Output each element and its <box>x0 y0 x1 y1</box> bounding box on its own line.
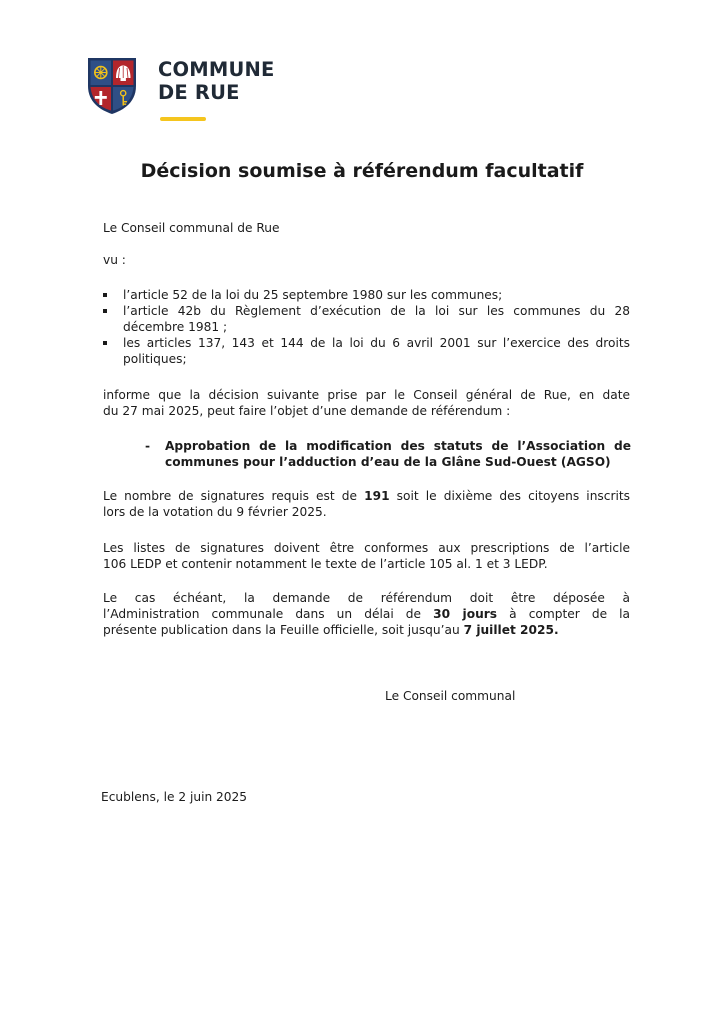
list-item <box>103 335 630 367</box>
decision-subject-line2: communes pour l’adduction d’eau de la Glâne Sud-Ouest (AGSO) <box>165 455 611 469</box>
bullet-square-icon <box>103 293 107 297</box>
delai-paragraph <box>103 590 630 638</box>
signoff: Le Conseil communal <box>385 689 516 703</box>
signatures-line2: lors de la votation du 9 février 2025. <box>103 505 327 519</box>
organization-name-line1: COMMUNE <box>158 58 275 81</box>
intro-text: Le Conseil communal de Rue <box>103 221 280 235</box>
vu-paragraph <box>103 252 630 268</box>
intro-paragraph <box>103 220 630 236</box>
decision-subject <box>145 438 631 470</box>
letterhead <box>86 56 346 126</box>
place-and-date: Ecublens, le 2 juin 2025 <box>101 790 248 804</box>
list-item-line: l’article 52 de la loi du 25 septembre 1980 sur les communes; <box>123 288 503 302</box>
informe-line1: informe que la décision suivante prise par le Conseil général de Rue, en date <box>103 388 630 402</box>
signatures-paragraph <box>103 488 630 520</box>
organization-name-line2: DE RUE <box>158 81 240 104</box>
informe-paragraph <box>103 387 630 419</box>
list-item-line: politiques; <box>123 352 187 366</box>
vu-text: vu : <box>103 253 126 267</box>
listes-paragraph <box>103 540 630 572</box>
list-item-line: l’article 42b du Règlement d’exécution de la loi sur les communes du 28 <box>123 304 630 318</box>
listes-line2: 106 LEDP et contenir notamment le texte de l’article 105 al. 1 et 3 LEDP. <box>103 557 548 571</box>
bullet-square-icon <box>103 341 107 345</box>
list-item <box>103 287 630 303</box>
listes-line1: Les listes de signatures doivent être conformes aux prescriptions de l’article <box>103 541 630 555</box>
delai-line2-start: l’Administration communale dans un délai de <box>103 607 434 621</box>
dash-marker: - <box>145 439 151 453</box>
signatures-count: 191 <box>364 489 390 503</box>
signatures-line1 <box>103 488 630 504</box>
decision-subject-line1: Approbation de la modification des statuts de l’Association de <box>165 439 631 453</box>
signatures-line1-start: Le nombre de signatures requis est de <box>103 489 365 503</box>
list-item-line: décembre 1981 ; <box>123 320 228 334</box>
signatures-line1-end: soit le dixième des citoyens inscrits <box>389 489 630 503</box>
bullet-square-icon <box>103 309 107 313</box>
delai-line2-end: à compter de la <box>497 607 631 621</box>
accent-bar <box>160 117 206 121</box>
delai-line1: Le cas échéant, la demande de référendum doit être déposée à <box>103 591 630 605</box>
delai-line3-start: présente publication dans la Feuille officielle, soit jusqu’au <box>103 623 464 637</box>
list-item <box>103 303 630 335</box>
coat-of-arms-icon <box>86 56 138 116</box>
document-title: Décision soumise à référendum facultatif <box>140 160 584 182</box>
informe-line2: du 27 mai 2025, peut faire l’objet d’une demande de référendum : <box>103 404 511 418</box>
delai-line3 <box>103 622 630 638</box>
organization-name <box>158 58 275 104</box>
delai-line2 <box>103 606 630 622</box>
list-item-line: les articles 137, 143 et 144 de la loi du 6 avril 2001 sur l’exercice des droits <box>123 336 630 350</box>
deadline-days: 30 jours <box>433 607 498 621</box>
deadline-date: 7 juillet 2025. <box>463 623 559 637</box>
legal-basis-list <box>103 287 630 367</box>
